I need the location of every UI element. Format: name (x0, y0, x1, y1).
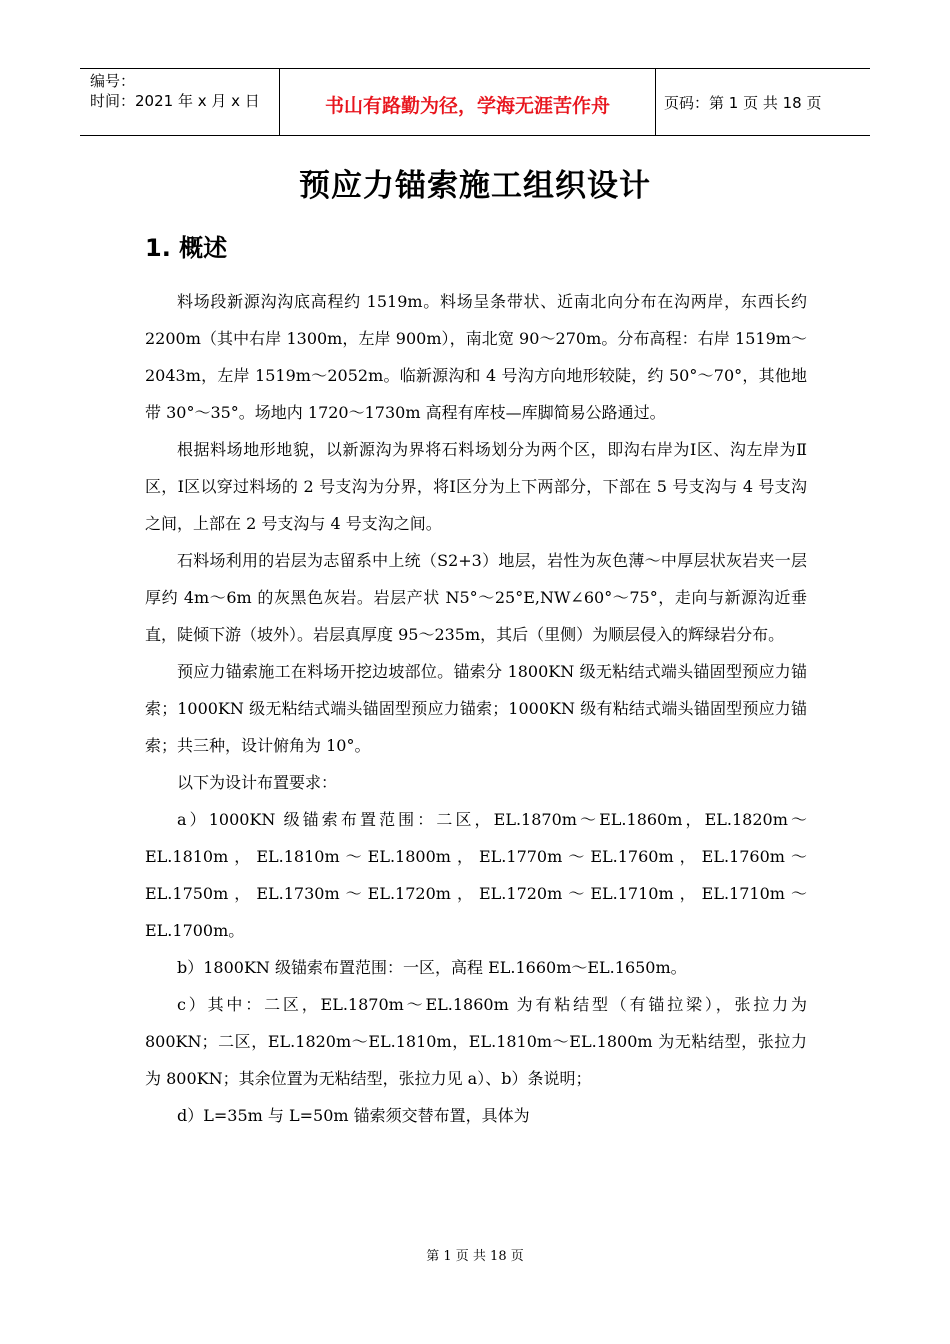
page-header (80, 68, 870, 136)
paragraph: b）1800KN 级锚索布置范围：一区，高程 EL.1660m～EL.1650m。 (177, 958, 687, 977)
paragraph: 根据料场地形地貌，以新源沟为界将石料场划分为两个区，即沟右岸为Ⅰ区、沟左岸为Ⅱ区，Ⅰ区以穿过料场的 2 号支沟为分界，将Ⅰ区分为上下两部分，下部在 5 号支沟与 4 号支沟之间，上部在 2 号支沟与 4 号支沟之间。 (145, 440, 807, 533)
paragraph: 料场段新源沟沟底高程约 1519m。料场呈条带状、近南北向分布在沟两岸，东西长约 2200m（其中右岸 1300m，左岸 900m），南北宽 90～270m。分布高程：右岸 1519m～2043m，左岸 1519m～2052m。临新源沟和 4 号沟方向地形较陡，约 50°～70°，其他地带 30°～35°。场地内 1720～1730m 高程有库枝—库脚简易公路通过。 (145, 292, 807, 422)
header-meta (80, 69, 280, 135)
document-title: 预应力锚索施工组织设计 (299, 168, 651, 204)
paragraph: 预应力锚索施工在料场开挖边坡部位。锚索分 1800KN 级无粘结式端头锚固型预应力锚索；1000KN 级无粘结式端头锚固型预应力锚索；1000KN 级有粘结式端头锚固型预应力锚索；共三种，设计俯角为 10°。 (145, 662, 807, 755)
paragraph: 石料场利用的岩层为志留系中上统（S2+3）地层，岩性为灰色薄～中厚层状灰岩夹一层厚约 4m～6m 的灰黑色灰岩。岩层产状 N5°～25°E,NW∠60°～75°，走向与新源沟近垂直，陡倾下游（坡外）。岩层真厚度 95～235m，其后（里侧）为顺层侵入的辉绿岩分布。 (145, 551, 807, 644)
header-page-info: 页码：第 1 页 共 18 页 (664, 93, 822, 112)
paragraph: d）L=35m 与 L=50m 锚索须交替布置，具体为 (177, 1106, 530, 1125)
document-date: 时间：2021 年 x 月 x 日 (90, 92, 260, 110)
page-footer: 第 1 页 共 18 页 (426, 1249, 524, 1264)
header-slogan: 书山有路勤为径，学海无涯苦作舟 (280, 69, 656, 135)
paragraph: 以下为设计布置要求： (177, 773, 338, 792)
paragraph: c）其中：二区，EL.1870m～EL.1860m 为有粘结型（有锚拉梁），张拉力为 800KN；二区，EL.1820m～EL.1810m，EL.1810m～EL.1800m 为无粘结型，张拉力为 800KN；其余位置为无粘结型，张拉力见 a）、b）条说明； (145, 995, 807, 1088)
section-heading: 1. 概述 (145, 234, 228, 262)
document-body (145, 283, 807, 1134)
document-number-label: 编号： (90, 72, 136, 90)
paragraph: a）1000KN 级锚索布置范围：二区，EL.1870m～EL.1860m，EL.1820m～EL.1810m，EL.1810m～EL.1800m，EL.1770m～EL.1760m，EL.1760m～EL.1750m，EL.1730m～EL.1720m，EL.1720m～EL.1710m，EL.1710m～EL.1700m。 (145, 810, 807, 940)
